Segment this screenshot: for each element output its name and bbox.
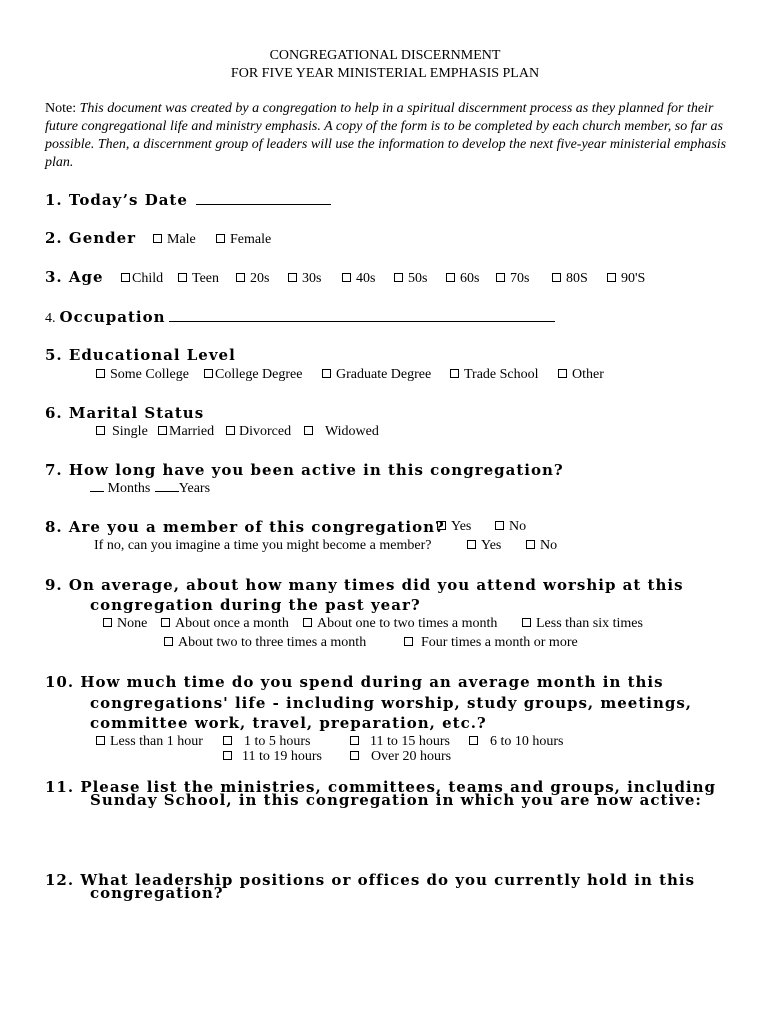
education-option-graduate-degree[interactable]: Graduate Degree bbox=[322, 367, 431, 383]
age-option-90s[interactable]: 90'S bbox=[607, 271, 645, 287]
q10-label-line3: committee work, travel, preparation, etc.? bbox=[90, 714, 487, 732]
question-7 bbox=[45, 461, 564, 480]
checkbox-icon[interactable] bbox=[303, 618, 312, 627]
checkbox-icon[interactable] bbox=[350, 736, 359, 745]
q5-label: 5. Educational Level bbox=[45, 346, 236, 364]
question-4 bbox=[45, 308, 555, 327]
checkbox-icon[interactable] bbox=[96, 426, 105, 435]
checkbox-icon[interactable] bbox=[178, 273, 187, 282]
gender-option-female[interactable]: Female bbox=[216, 232, 271, 248]
attendance-option-once-month[interactable]: About once a month bbox=[161, 616, 289, 632]
question-6 bbox=[45, 404, 204, 423]
age-option-80s[interactable]: 80S bbox=[552, 271, 588, 287]
checkbox-icon[interactable] bbox=[446, 273, 455, 282]
years-input-line[interactable] bbox=[155, 491, 179, 492]
marital-option-single[interactable]: Single bbox=[96, 424, 148, 440]
q6-label: 6. Marital Status bbox=[45, 404, 205, 422]
question-5 bbox=[45, 346, 236, 365]
age-option-20s[interactable]: 20s bbox=[236, 271, 269, 287]
checkbox-icon[interactable] bbox=[223, 736, 232, 745]
note-label: Note: bbox=[45, 101, 80, 116]
education-option-college-degree[interactable]: College Degree bbox=[204, 367, 302, 383]
question-11-cont bbox=[90, 793, 702, 808]
checkbox-icon[interactable] bbox=[522, 618, 531, 627]
education-option-trade-school[interactable]: Trade School bbox=[450, 367, 539, 383]
q8-followup: If no, can you imagine a time you might become a member? bbox=[94, 538, 432, 553]
attendance-option-less-six[interactable]: Less than six times bbox=[522, 616, 643, 632]
form-title-line2: FOR FIVE YEAR MINISTERIAL EMPHASIS PLAN bbox=[230, 66, 540, 81]
checkbox-icon[interactable] bbox=[121, 273, 130, 282]
q10-label-line1: 10. How much time do you spend during an average month in this bbox=[45, 673, 664, 691]
future-member-option-no[interactable]: No bbox=[526, 538, 557, 554]
q8-label: 8. Are you a member of this congregation? bbox=[45, 518, 445, 536]
checkbox-icon[interactable] bbox=[552, 273, 561, 282]
age-option-30s[interactable]: 30s bbox=[288, 271, 321, 287]
q12-label-line2: congregation? bbox=[90, 884, 224, 902]
age-option-60s[interactable]: 60s bbox=[446, 271, 479, 287]
checkbox-icon[interactable] bbox=[236, 273, 245, 282]
checkbox-icon[interactable] bbox=[394, 273, 403, 282]
member-option-yes[interactable]: Yes bbox=[437, 519, 471, 535]
checkbox-icon[interactable] bbox=[226, 426, 235, 435]
checkbox-icon[interactable] bbox=[153, 234, 162, 243]
q9-label-line2: congregation during the past year? bbox=[90, 596, 421, 614]
education-option-other[interactable]: Other bbox=[558, 367, 604, 383]
marital-option-married[interactable]: Married bbox=[158, 424, 214, 440]
checkbox-icon[interactable] bbox=[467, 540, 476, 549]
marital-option-widowed[interactable]: Widowed bbox=[304, 424, 379, 440]
q10-label-line2: congregations' life - including worship, study groups, meetings, bbox=[90, 694, 693, 712]
checkbox-icon[interactable] bbox=[469, 736, 478, 745]
active-duration: Months Years bbox=[90, 481, 210, 497]
time-option-1-5[interactable]: 1 to 5 hours bbox=[223, 734, 311, 750]
question-8 bbox=[45, 518, 445, 537]
checkbox-icon[interactable] bbox=[526, 540, 535, 549]
months-input-line[interactable] bbox=[90, 491, 104, 492]
question-9 bbox=[45, 576, 684, 595]
attendance-option-four-month[interactable]: Four times a month or more bbox=[404, 635, 578, 651]
checkbox-icon[interactable] bbox=[216, 234, 225, 243]
checkbox-icon[interactable] bbox=[288, 273, 297, 282]
checkbox-icon[interactable] bbox=[164, 637, 173, 646]
question-1 bbox=[45, 191, 331, 210]
checkbox-icon[interactable] bbox=[322, 369, 331, 378]
future-member-option-yes[interactable]: Yes bbox=[467, 538, 501, 554]
time-option-over-20[interactable]: Over 20 hours bbox=[350, 749, 451, 765]
q9-label-line1: 9. On average, about how many times did you attend worship at this bbox=[45, 576, 684, 594]
checkbox-icon[interactable] bbox=[96, 369, 105, 378]
question-10 bbox=[45, 673, 664, 692]
age-option-70s[interactable]: 70s bbox=[496, 271, 529, 287]
checkbox-icon[interactable] bbox=[223, 751, 232, 760]
intro-note bbox=[45, 100, 735, 172]
time-option-6-10[interactable]: 6 to 10 hours bbox=[469, 734, 564, 750]
checkbox-icon[interactable] bbox=[161, 618, 170, 627]
member-option-no[interactable]: No bbox=[495, 519, 526, 535]
q2-label: 2. Gender bbox=[45, 229, 137, 247]
checkbox-icon[interactable] bbox=[558, 369, 567, 378]
occupation-input-line[interactable] bbox=[169, 321, 555, 322]
question-12-cont bbox=[90, 886, 224, 901]
checkbox-icon[interactable] bbox=[495, 521, 504, 530]
question-3 bbox=[45, 268, 104, 287]
question-2 bbox=[45, 229, 136, 248]
checkbox-icon[interactable] bbox=[496, 273, 505, 282]
note-text: This document was created by a congregation to help in a spiritual discernment process as they planned for their future congregational life and ministry emphasis. A copy of the form is to be completed by each church member, so far as possible. Then, a discernment group of leaders will use the information to develop the next five-year ministerial emphasis plan. bbox=[45, 101, 727, 170]
age-option-child[interactable]: Child bbox=[121, 271, 163, 287]
q7-label: 7. How long have you been active in this congregation? bbox=[45, 461, 564, 479]
question-10-cont-2 bbox=[90, 714, 487, 733]
age-option-40s[interactable]: 40s bbox=[342, 271, 375, 287]
attendance-option-two-three-month[interactable]: About two to three times a month bbox=[164, 635, 366, 651]
q4-label: Occupation bbox=[59, 308, 166, 326]
checkbox-icon[interactable] bbox=[342, 273, 351, 282]
checkbox-icon[interactable] bbox=[404, 637, 413, 646]
attendance-option-one-two-month[interactable]: About one to two times a month bbox=[303, 616, 497, 632]
attendance-option-none[interactable]: None bbox=[103, 616, 147, 632]
age-option-50s[interactable]: 50s bbox=[394, 271, 427, 287]
q11-label-line2: Sunday School, in this congregation in which you are now active: bbox=[90, 791, 702, 809]
checkbox-icon[interactable] bbox=[450, 369, 459, 378]
gender-option-male[interactable]: Male bbox=[153, 232, 196, 248]
q1-label: 1. Today’s Date bbox=[45, 191, 188, 209]
checkbox-icon[interactable] bbox=[437, 521, 446, 530]
checkbox-icon[interactable] bbox=[350, 751, 359, 760]
age-option-teen[interactable]: Teen bbox=[178, 271, 219, 287]
checkbox-icon[interactable] bbox=[96, 736, 105, 745]
form-title-line1: CONGREGATIONAL DISCERNMENT bbox=[269, 48, 501, 63]
q12-label-line1: 12. What leadership positions or offices do you currently hold in this bbox=[45, 871, 696, 889]
q4-number: 4. bbox=[45, 311, 56, 326]
question-10-cont-1 bbox=[90, 694, 692, 713]
checkbox-icon[interactable] bbox=[607, 273, 616, 282]
time-option-less-1[interactable]: Less than 1 hour bbox=[96, 734, 203, 750]
checkbox-icon[interactable] bbox=[204, 369, 213, 378]
q3-label: 3. Age bbox=[45, 268, 104, 286]
time-option-11-15[interactable]: 11 to 15 hours bbox=[350, 734, 450, 750]
checkbox-icon[interactable] bbox=[158, 426, 167, 435]
time-option-11-19[interactable]: 11 to 19 hours bbox=[223, 749, 322, 765]
date-input-line[interactable] bbox=[196, 204, 331, 205]
checkbox-icon[interactable] bbox=[103, 618, 112, 627]
q11-label-line1: 11. Please list the ministries, committees, teams and groups, including bbox=[45, 778, 717, 796]
question-9-cont bbox=[90, 596, 421, 615]
education-option-some-college[interactable]: Some College bbox=[96, 367, 189, 383]
marital-option-divorced[interactable]: Divorced bbox=[226, 424, 291, 440]
checkbox-icon[interactable] bbox=[304, 426, 313, 435]
